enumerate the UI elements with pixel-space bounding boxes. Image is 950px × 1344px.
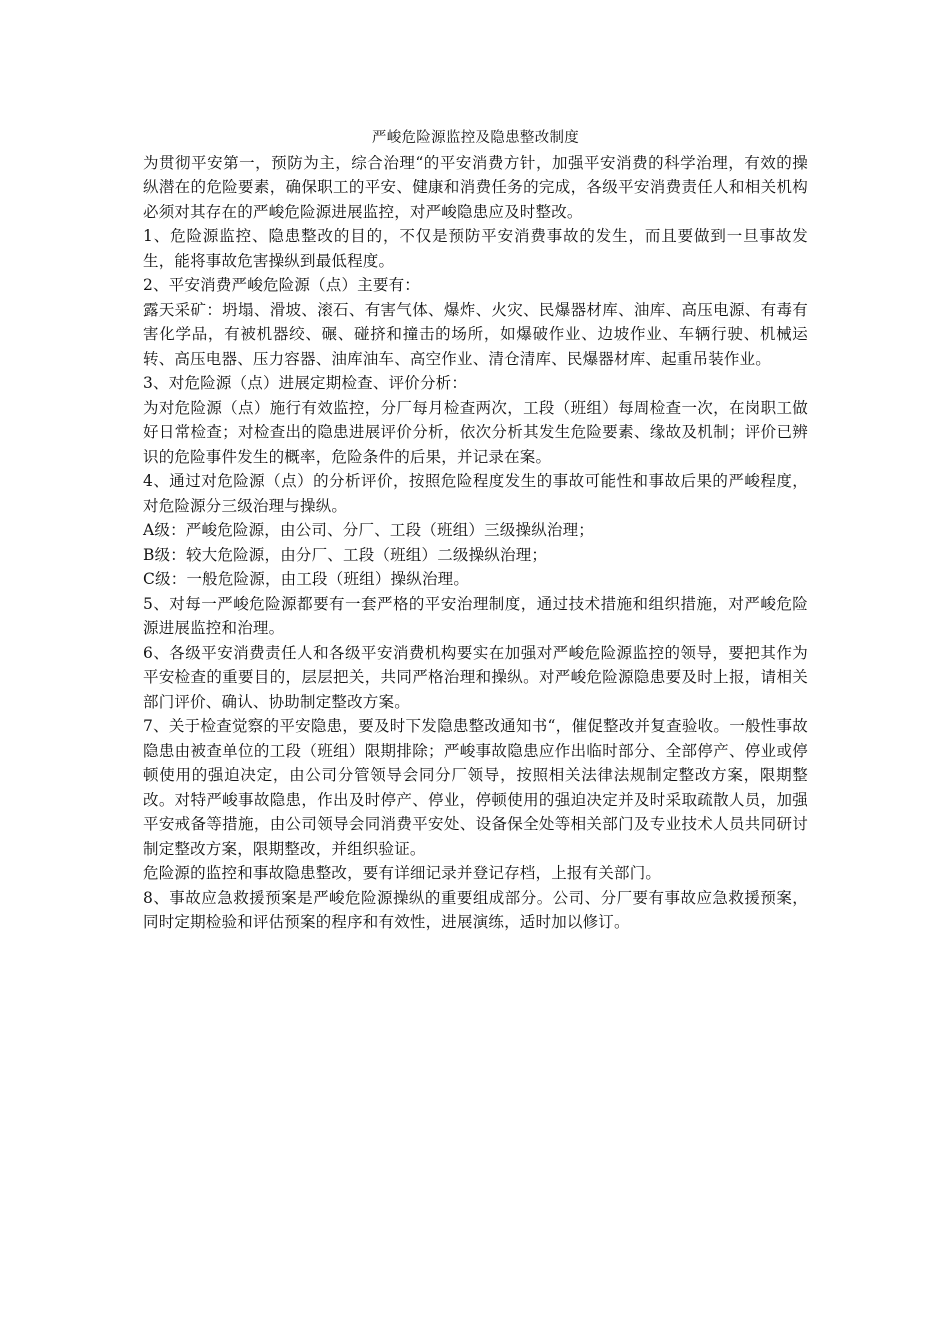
paragraph-7: 7、关于检查觉察的平安隐患，要及时下发隐患整改通知书“，催促整改并复查验收。一般性事故隐患由被查单位的工段（班组）限期排除；严峻事故隐患应作出临时部分、全部停产、停业或停顿使用的强迫决定，由公司分管领导会同分厂领导，按照相关法律法规制定整改方案，限期整改。对特严峻事故隐患，作出及时停产、停业，停顿使用的强迫决定并及时采取疏散人员，加强平安戒备等措施，由公司领导会同消费平安处、设备保全处等相关部门及专业技术人员共同研讨制定整改方案，限期整改，并组织验证。 xyxy=(143,717,808,858)
paragraph-level-a: A级：严峻危险源，由公司、分厂、工段（班组）三级操纵治理； xyxy=(143,521,594,539)
paragraph-2: 2、平安消费严峻危险源（点）主要有： xyxy=(143,276,420,294)
paragraph-7-record: 危险源的监控和事故隐患整改，要有详细记录并登记存档，上报有关部门。 xyxy=(143,864,662,882)
paragraph-6: 6、各级平安消费责任人和各级平安消费机构要实在加强对严峻危险源监控的领导，要把其作为平安检查的重要目的，层层把关，共同严格治理和操纵。对严峻危险源隐患要及时上报，请相关部门评价、确认、协助制定整改方案。 xyxy=(143,643,808,711)
document-body xyxy=(143,126,808,935)
paragraph-3-detail: 为对危险源（点）施行有效监控，分厂每月检查两次，工段（班组）每周检查一次，在岗职工做好日常检查；对检查出的隐患进展评价分析，依次分析其发生危险要素、缘故及机制；评价已辨识的危险事件发生的概率，危险条件的后果，并记录在案。 xyxy=(143,398,808,466)
paragraph-level-b: B级：较大危险源，由分厂、工段（班组）二级操纵治理； xyxy=(143,545,548,564)
paragraph-3: 3、对危险源（点）进展定期检查、评价分析： xyxy=(143,374,468,392)
paragraph-5: 5、对每一严峻危险源都要有一套严格的平安治理制度，通过技术措施和组织措施，对严峻危险源进展监控和治理。 xyxy=(143,594,808,637)
document-title: 严峻危险源监控及隐患整改制度 xyxy=(371,130,580,146)
paragraph-1: 1、危险源监控、隐患整改的目的，不仅是预防平安消费事故的发生，而且要做到一旦事故发生，能将事故危害操纵到最低程度。 xyxy=(143,227,808,270)
paragraph-level-c: C级：一般危险源，由工段（班组）操纵治理。 xyxy=(143,570,470,588)
paragraph-4: 4、通过对危险源（点）的分析评价，按照危险程度发生的事故可能性和事故后果的严峻程度，对危险源分三级治理与操纵。 xyxy=(143,472,808,515)
paragraph-8: 8、事故应急救援预案是严峻危险源操纵的重要组成部分。公司、分厂要有事故应急救援预案，同时定期检验和评估预案的程序和有效性，进展演练，适时加以修订。 xyxy=(143,888,808,931)
paragraph-2-detail: 露天采矿：坍塌、滑坡、滚石、有害气体、爆炸、火灾、民爆器材库、油库、高压电源、有毒有害化学品，有被机器绞、碾、碰挤和撞击的场所，如爆破作业、边坡作业、车辆行驶、机械运转、高压电器、压力容器、油库油车、高空作业、清仓清库、民爆器材库、起重吊装作业。 xyxy=(143,300,808,368)
paragraph-intro: 为贯彻平安第一，预防为主，综合治理“的平安消费方针，加强平安消费的科学治理，有效的操纵潜在的危险要素，确保职工的平安、健康和消费任务的完成，各级平安消费责任人和相关机构必须对其存在的严峻危险源进展监控，对严峻隐患应及时整改。 xyxy=(143,153,808,221)
